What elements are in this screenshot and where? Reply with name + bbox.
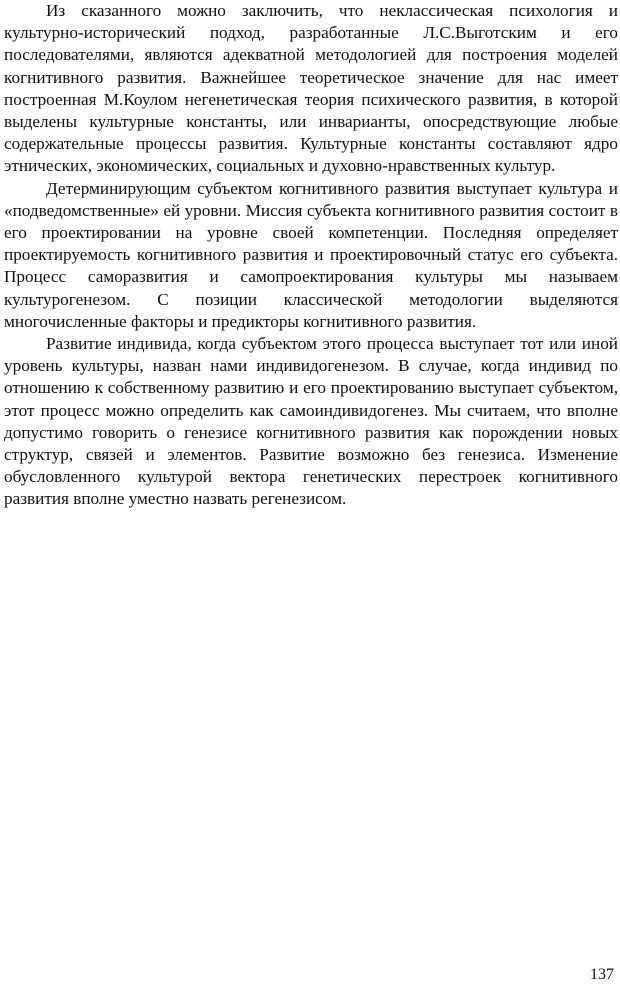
paragraph-2: Детерминирующим субъектом когнитивного развития выступает культура и «подведомственные» ей уровни. Миссия субъекта когнитивного развития состоит в его проектировании на уровне своей компетенции. Последняя определяет проектируемость когнитивного развития и проектировочный статус его субъекта. Процесс саморазвития и самопроектирования культуры мы называем культурогенезом. С позиции классической методологии выделяются многочисленные факторы и предикторы когнитивного развития. [4,178,618,331]
page-number: 137 [590,966,614,983]
paragraph-1: Из сказанного можно заключить, что неклассическая психология и культурно-исторический подход, разработанные Л.С.Выготским и его последователями, являются адекватной методологией для построения моделей когнитивного развития. Важнейшее теоретическое значение для нас имеет построенная М.Коулом негенетическая теория психического развития, в которой выделены культурные константы, или инварианты, опосредствующие любые содержательные процессы развития. Культурные константы составляют ядро этнических, экономических, социальных и духовно-нравственных культур. [4,1,618,176]
text-body [4,0,618,511]
paragraph-3: Развитие индивида, когда субъектом этого процесса выступает тот или иной уровень культуры, назван нами индивидогенезом. В случае, когда индивид по отношению к собственному развитию и его проектированию выступает субъектом, этот процесс можно определить как самоиндивидогенез. Мы считаем, что вполне допустимо говорить о генезисе когнитивного развития как порождении новых структур, связей и элементов. Развитие возможно без генезиса. Изменение обусловленного культурой вектора генетических перестроек когнитивного развития вполне уместно назвать регенезисом. [4,334,618,509]
